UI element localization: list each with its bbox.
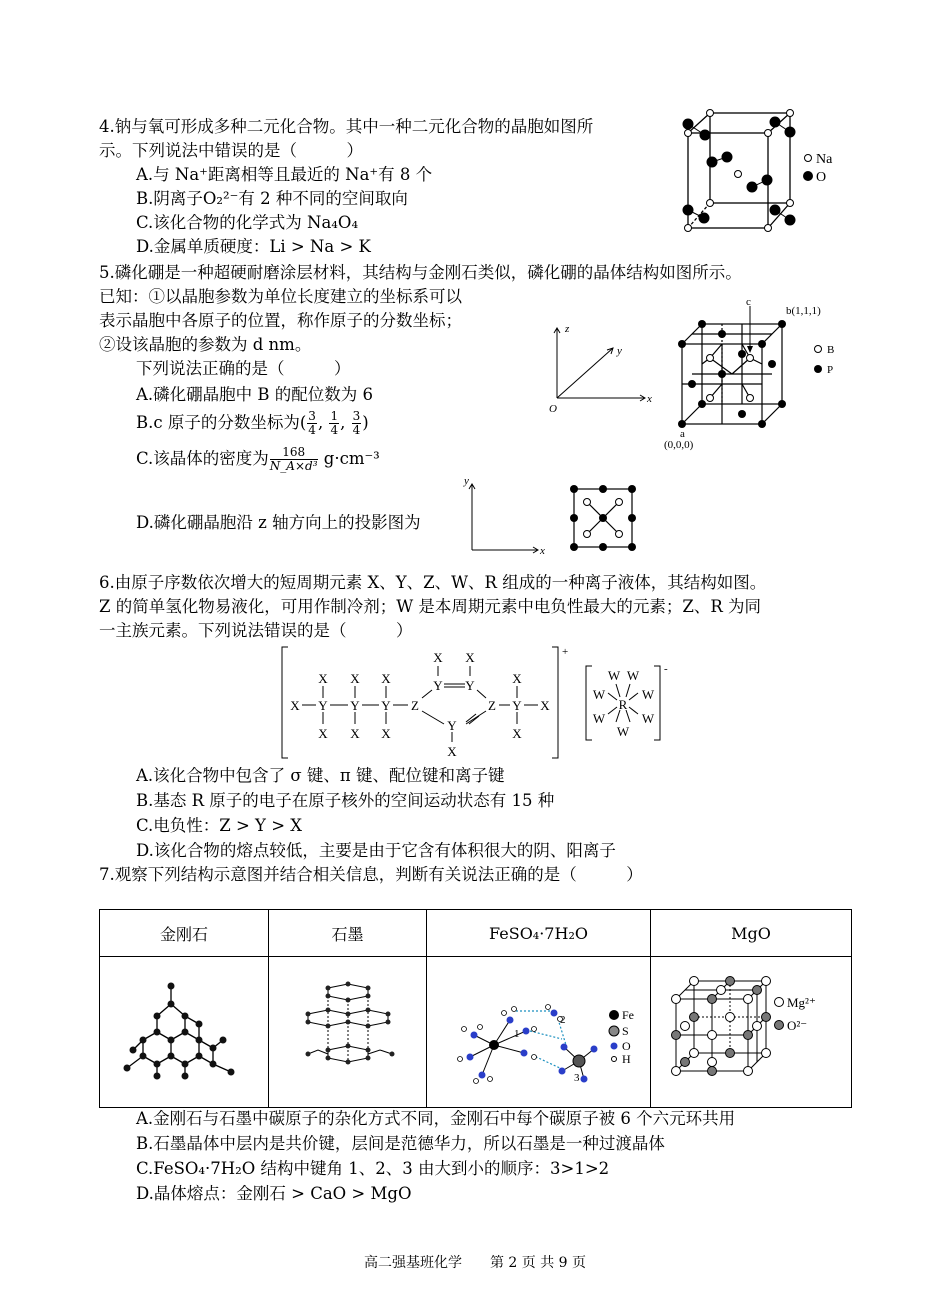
q7-header-feso4: FeSO₄·7H₂O xyxy=(427,910,651,957)
svg-text:x: x xyxy=(540,545,545,557)
q6-option-d: D.该化合物的熔点较低，主要是由于它含有体积很大的阴、阳离子 xyxy=(136,841,616,860)
q6-stem-line1: 6.由原子序数依次增大的短周期元素 X、Y、Z、W、R 组成的一种离子液体，其结构如图。 xyxy=(99,573,767,592)
q6-ionic-liquid-structure xyxy=(280,644,670,762)
svg-text:y: y xyxy=(617,345,622,357)
graphite-structure-figure xyxy=(288,980,408,1080)
q4-option-b-prefix: B.阴离子 xyxy=(136,189,203,208)
svg-text:W: W xyxy=(626,668,640,683)
q5-option-a: A.磷化硼晶胞中 B 的配位数为 6 xyxy=(136,385,374,404)
q5-stem-line1: 5.磷化硼是一种超硬耐磨涂层材料，其结构与金刚石类似，磷化硼的晶体结构如图所示。 xyxy=(99,263,742,282)
svg-text:X: X xyxy=(465,650,475,665)
svg-text:1: 1 xyxy=(513,1028,519,1040)
q5-density-fraction: $\frac{168}{\text{N\_A×d³}}$ xyxy=(269,445,318,473)
q7-header-diamond: 金刚石 xyxy=(100,910,269,957)
q6-option-a: A.该化合物中包含了 σ 键、π 键、配位键和离子键 xyxy=(136,766,505,785)
svg-text:W: W xyxy=(592,687,606,702)
svg-text:O: O xyxy=(549,403,557,415)
q7-header-mgo: MgO xyxy=(651,910,852,957)
mgo-structure-figure xyxy=(654,975,849,1085)
svg-text:a: a xyxy=(680,428,685,440)
q7-structure-table xyxy=(99,909,852,1108)
q6-anion-charge: - xyxy=(664,663,668,675)
diamond-structure-figure xyxy=(119,980,249,1080)
q5-projection-axes xyxy=(460,474,550,559)
svg-text:2: 2 xyxy=(559,1014,565,1026)
svg-text:z: z xyxy=(565,323,570,335)
svg-text:W: W xyxy=(641,711,655,726)
svg-text:W: W xyxy=(607,668,621,683)
svg-text:(0,0,0): (0,0,0) xyxy=(664,439,694,451)
q5-stem-line2: 已知：①以晶胞参数为单位长度建立的坐标系可以 xyxy=(99,287,462,306)
svg-text:X: X xyxy=(381,671,391,686)
svg-text:Y: Y xyxy=(512,698,522,713)
svg-text:Mg²⁺: Mg²⁺ xyxy=(786,995,816,1010)
svg-text:X: X xyxy=(540,698,550,713)
svg-text:Z: Z xyxy=(411,698,419,713)
q4-option-b-ion: O₂²⁻ xyxy=(202,189,239,208)
q5-stem-line3: 表示晶胞中各原子的位置，称作原子的分数坐标； xyxy=(99,311,462,330)
q6-stem-line2: Z 的简单氢化物易液化，可用作制冷剂；W 是本周期元素中电负性最大的元素；Z、R 为同 xyxy=(99,597,762,616)
svg-text:X: X xyxy=(350,671,360,686)
svg-text:Z: Z xyxy=(488,698,496,713)
svg-text:X: X xyxy=(381,726,391,741)
q5-projection-figure xyxy=(565,482,640,557)
svg-text:X: X xyxy=(433,650,443,665)
q5-stem-line4: ②设该晶胞的参数为 d nm。 xyxy=(99,335,312,354)
svg-text:b(1,1,1): b(1,1,1) xyxy=(786,305,821,317)
q5-frac-1: $\frac{3}{4}$ xyxy=(308,409,316,437)
q4-legend-o: O xyxy=(816,170,827,185)
svg-text:O: O xyxy=(621,1039,631,1053)
page-footer: 高二强基班化学 第 2 页 共 9 页 xyxy=(363,1255,587,1271)
svg-text:S: S xyxy=(621,1024,629,1038)
q5-option-d: D.磷化硼晶胞沿 z 轴方向上的投影图为 xyxy=(136,513,421,532)
q7-graphite-cell xyxy=(269,957,427,1108)
svg-text:Y: Y xyxy=(465,678,475,693)
q6-option-c: C.电负性：Z > Y > X xyxy=(136,816,303,835)
q5-axes-figure xyxy=(545,320,655,420)
q4-option-b xyxy=(136,188,408,210)
q4-legend-na: Na xyxy=(816,152,833,167)
svg-text:x: x xyxy=(647,393,652,405)
q6-cation-charge: + xyxy=(562,646,569,658)
q7-header-graphite: 石墨 xyxy=(269,910,427,957)
svg-text:W: W xyxy=(616,724,630,739)
q7-option-d: D.晶体熔点：金刚石 > CaO > MgO xyxy=(136,1184,412,1203)
q4-option-d: D.金属单质硬度：Li > Na > K xyxy=(136,237,371,256)
q4-stem-line2: 示。下列说法中错误的是（ ） xyxy=(99,141,363,160)
q6-stem-line3: 一主族元素。下列说法错误的是（ ） xyxy=(99,621,413,640)
q7-stem: 7.观察下列结构示意图并结合相关信息，判断有关说法正确的是（ ） xyxy=(99,865,643,884)
q6-option-b: B.基态 R 原子的电子在原子核外的空间运动状态有 15 种 xyxy=(136,791,555,810)
q5-option-c: C.该晶体的密度为 $\frac{168}{\text{N\_A×d³}}$ g·cm⁻³ xyxy=(136,445,380,473)
feso4-structure-figure xyxy=(434,975,644,1085)
svg-text:O²⁻: O²⁻ xyxy=(786,1018,807,1033)
svg-text:X: X xyxy=(512,726,522,741)
q4-stem-line1: 4.钠与氧可形成多种二元化合物。其中一种二元化合物的晶胞如图所 xyxy=(99,117,594,136)
svg-text:Y: Y xyxy=(447,718,457,733)
svg-text:X: X xyxy=(447,744,457,759)
svg-text:y: y xyxy=(464,475,469,487)
svg-text:B: B xyxy=(827,344,835,356)
q4-option-a: A.与 Na⁺距离相等且最近的 Na⁺有 8 个 xyxy=(136,165,433,184)
q7-mgo-cell xyxy=(651,957,852,1108)
q7-diamond-cell xyxy=(100,957,269,1108)
svg-text:X: X xyxy=(318,726,328,741)
svg-text:Y: Y xyxy=(381,698,391,713)
q5-frac-2: $\frac{1}{4}$ xyxy=(330,409,339,437)
svg-text:Fe: Fe xyxy=(621,1008,634,1022)
q5-option-b: B.c 原子的分数坐标为( $\frac{3}{4}$ , $\frac{1}{4}$ , $\frac{3}{4}$ ) xyxy=(136,409,369,437)
svg-text:c: c xyxy=(746,296,751,308)
q7-option-a: A.金刚石与石墨中碳原子的杂化方式不同，金刚石中每个碳原子被 6 个六元环共用 xyxy=(136,1109,736,1128)
svg-text:W: W xyxy=(641,687,655,702)
q7-option-c: C.FeSO₄·7H₂O 结构中键角 1、2、3 由大到小的顺序：3>1>2 xyxy=(136,1159,610,1178)
svg-text:3: 3 xyxy=(573,1072,579,1084)
svg-text:X: X xyxy=(318,671,328,686)
q4-option-c: C.该化合物的化学式为 Na₄O₄ xyxy=(136,213,359,232)
q5-frac-3: $\frac{3}{4}$ xyxy=(352,409,361,437)
svg-text:P: P xyxy=(827,364,834,376)
q7-feso4-cell xyxy=(427,957,651,1108)
svg-text:Y: Y xyxy=(433,678,443,693)
q5-option-b-prefix: B.c 原子的分数坐标为( xyxy=(136,413,307,432)
svg-text:X: X xyxy=(350,726,360,741)
q7-option-b: B.石墨晶体中层内是共价键，层间是范德华力，所以石墨是一种过渡晶体 xyxy=(136,1134,665,1153)
q4-unit-cell-figure xyxy=(680,110,850,240)
q5-bp-unit-cell-figure xyxy=(660,296,850,451)
svg-text:W: W xyxy=(592,711,606,726)
q5-stem-line5: 下列说法正确的是（ ） xyxy=(136,359,351,378)
svg-text:Y: Y xyxy=(350,698,360,713)
svg-text:X: X xyxy=(290,698,300,713)
svg-text:R: R xyxy=(618,697,628,712)
svg-text:X: X xyxy=(512,671,522,686)
svg-text:H: H xyxy=(621,1052,631,1066)
q4-option-b-suffix: 有 2 种不同的空间取向 xyxy=(238,189,408,208)
svg-text:Y: Y xyxy=(318,698,328,713)
